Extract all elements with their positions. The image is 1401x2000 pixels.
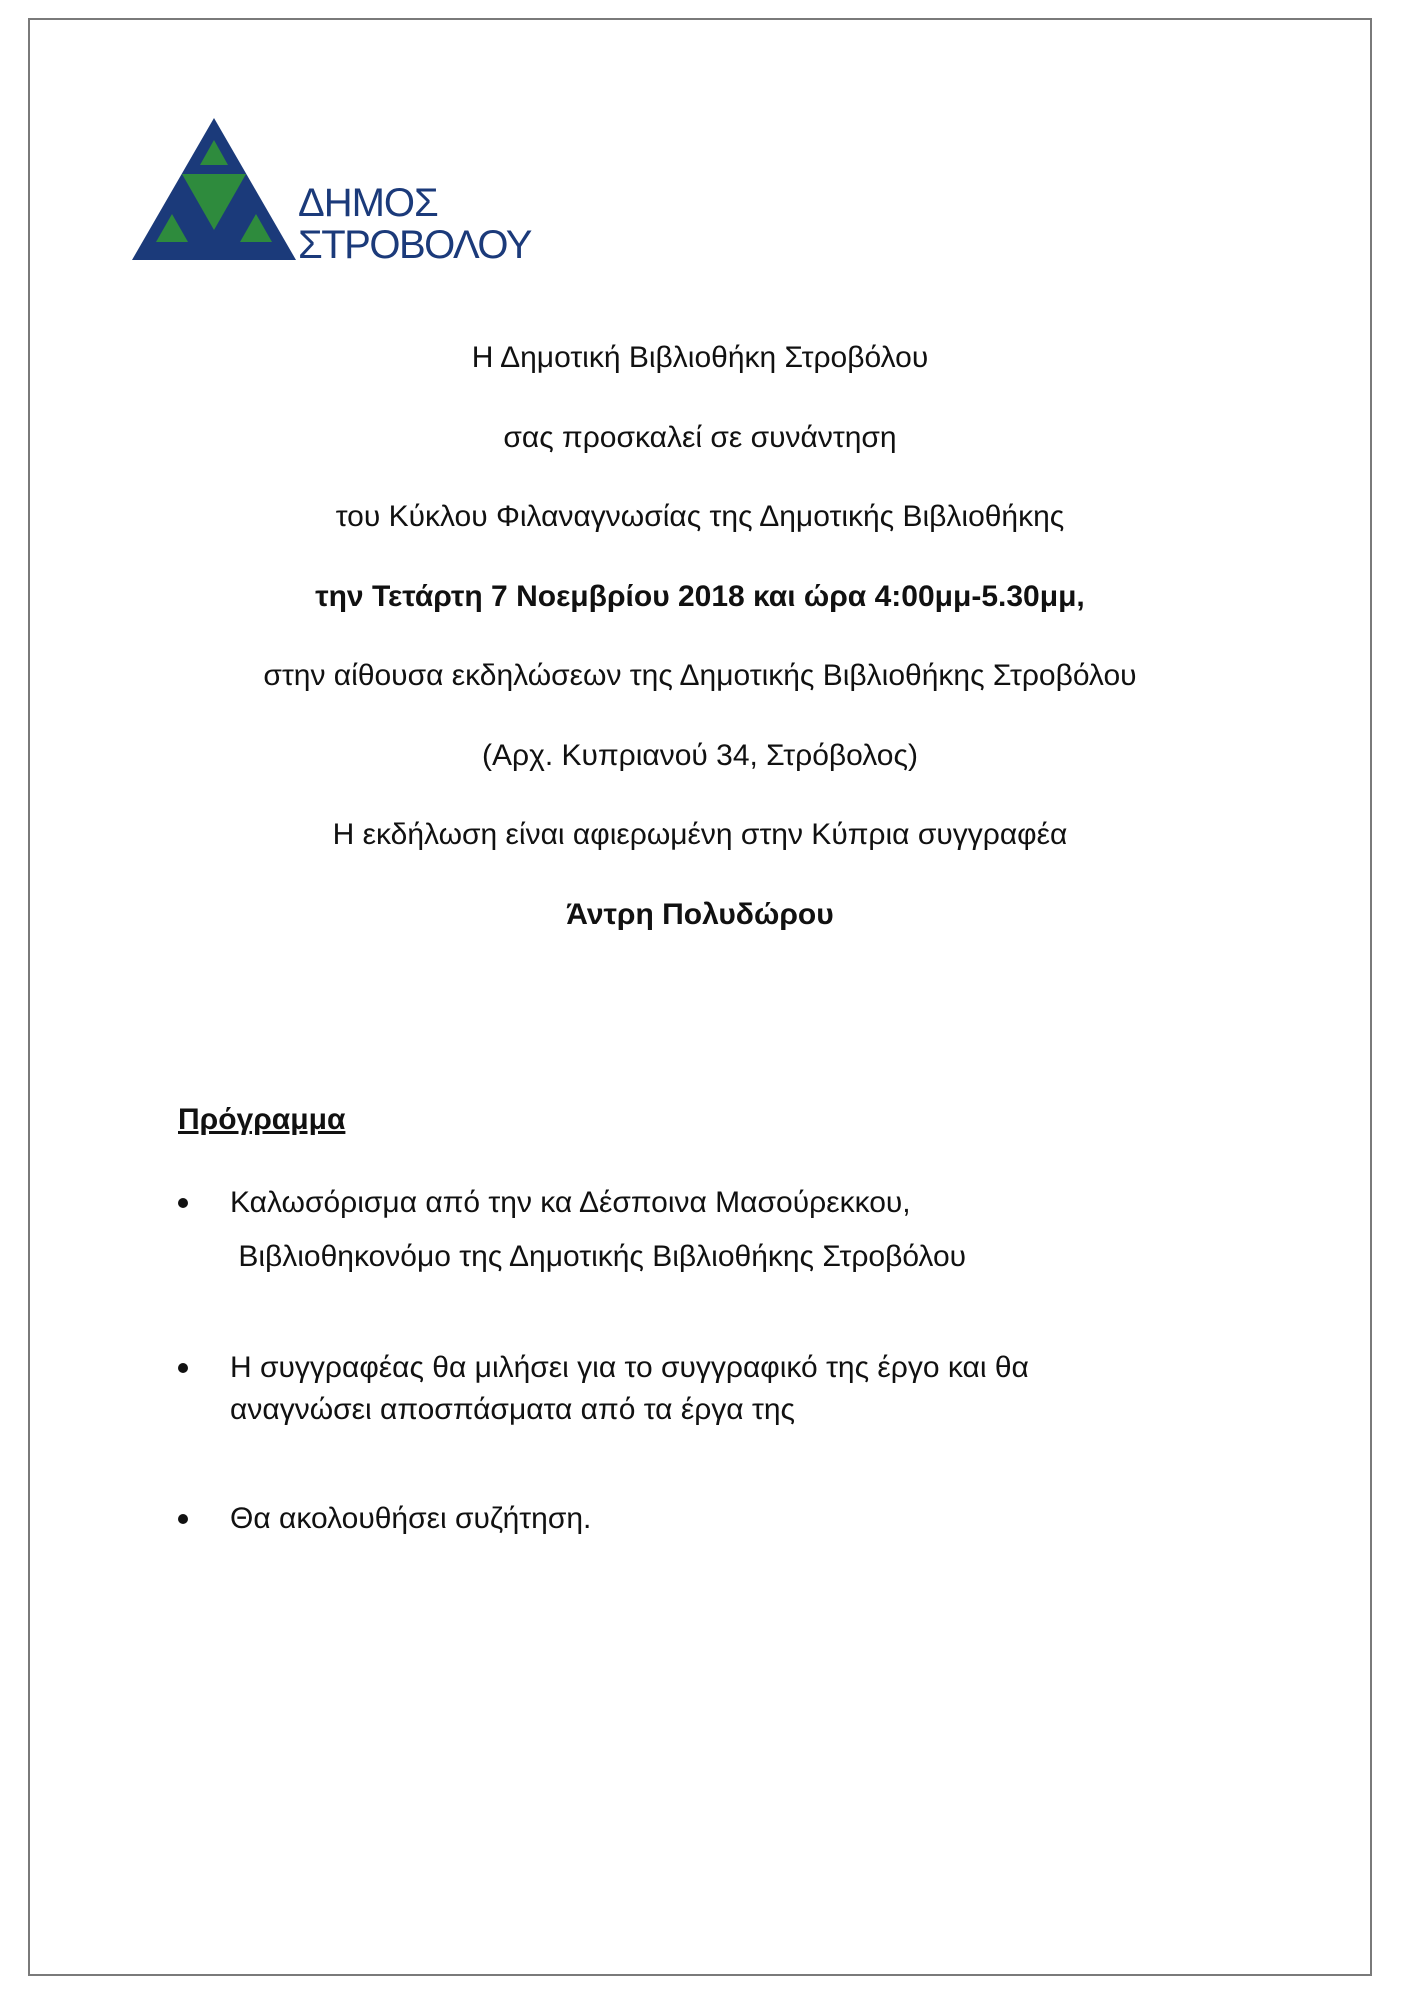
invitation-line-2: σας προσκαλεί σε συνάντηση (503, 420, 897, 454)
logo-text-line2: ΣΤΡΟΒΟΛΟΥ (298, 223, 531, 267)
program-item-3-line-1: Θα ακολουθήσει συζήτηση. (230, 1502, 592, 1535)
event-date: την Τετάρτη 7 Νοεμβρίου 2018 και ώρα 4:00μμ-5.30μμ, (315, 579, 1085, 613)
program-item-1-line-1: Καλωσόρισμα από την κα Δέσποινα Μασούρεκκου, (230, 1186, 911, 1219)
event-address: (Αρχ. Κυπριανού 34, Στρόβολος) (482, 738, 918, 772)
program-item-2-line-1: Η συγγραφέας θα μιλήσει για το συγγραφικό της έργο και θα (230, 1351, 1029, 1384)
municipality-logo (132, 118, 532, 268)
bullet-icon (178, 1198, 188, 1208)
invitation-line-3: του Κύκλου Φιλαναγνωσίας της Δημοτικής Βιβλιοθήκης (335, 500, 1065, 533)
event-dedication: Η εκδήλωση είναι αφιερωμένη στην Κύπρια συγγραφέα (332, 818, 1068, 851)
author-name: Άντρη Πολυδώρου (566, 897, 834, 931)
bullet-icon (178, 1363, 188, 1373)
logo-text-line1: ΔΗΜΟΣ (298, 181, 438, 225)
event-venue: στην αίθουσα εκδηλώσεων της Δημοτικής Βιβλιοθήκης Στροβόλου (263, 659, 1137, 692)
program-heading: Πρόγραμμα (178, 1103, 346, 1136)
invitation-line-1: Η Δημοτική Βιβλιοθήκη Στροβόλου (471, 341, 929, 374)
triangle-logo-icon (132, 118, 532, 268)
bullet-icon (178, 1514, 188, 1524)
invitation-text (28, 338, 1372, 974)
program-item-1-line-2: Βιβλιοθηκονόμο της Δημοτικής Βιβλιοθήκης Στροβόλου (230, 1240, 967, 1273)
program-item-2-line-2: αναγνώσει αποσπάσματα από τα έργα της (230, 1393, 795, 1426)
page-border (28, 18, 1372, 1976)
